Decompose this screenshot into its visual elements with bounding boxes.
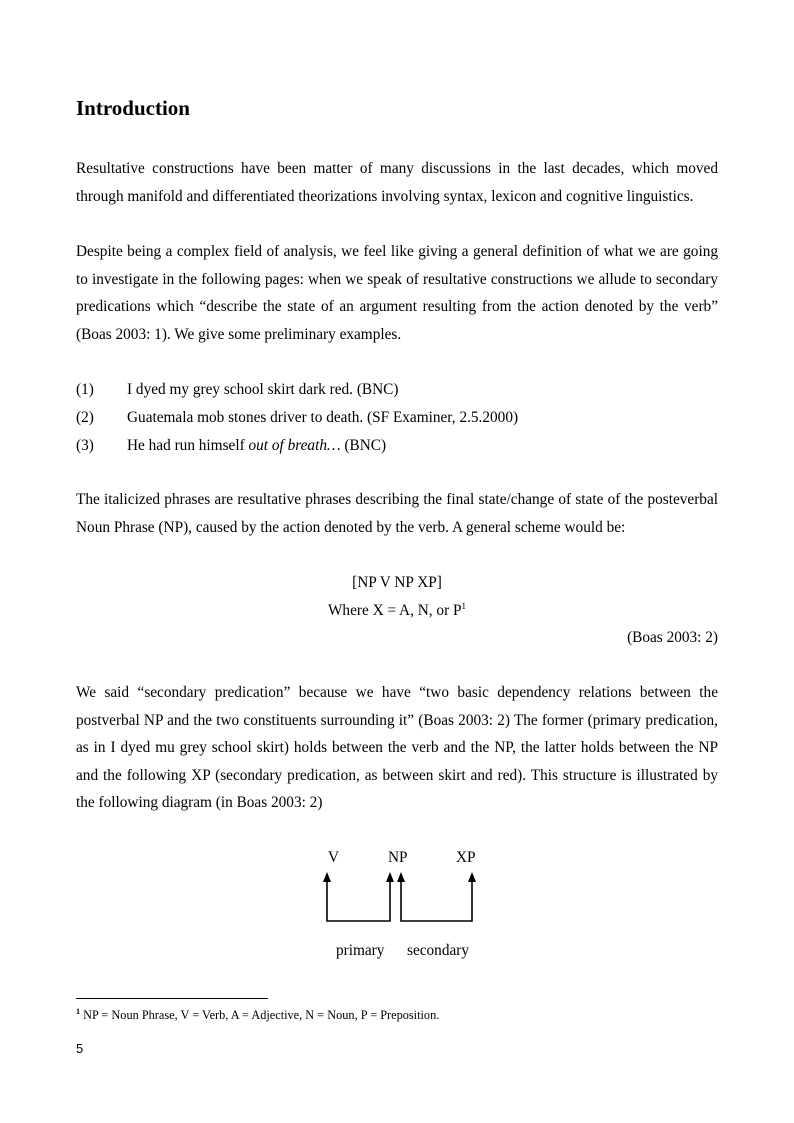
arrowhead-xp (468, 872, 476, 882)
page-number: 5 (76, 1041, 84, 1056)
example-number: (3) (76, 437, 94, 454)
footnote-reference: 1 (461, 600, 467, 611)
footnote-divider (76, 998, 268, 999)
example-text-italic: out of breath… (248, 437, 341, 454)
dependency-arrows (300, 840, 500, 940)
example-text: I dyed my grey school skirt dark red. (BNC) (127, 381, 399, 398)
intro-paragraph-2: Despite being a complex field of analysis, we feel like giving a general definition of what we are going to investigate in the following pages: when we speak of resultative constructions we allude to secondary predications which “describe the state of an argument resulting from the action denoted by the verb” (Boas 2003: 1). We give some preliminary examples. (76, 243, 718, 343)
example-1 (76, 376, 398, 404)
scheme-where-text: Where X = A, N, or P (327, 602, 462, 619)
scheme-where (76, 597, 718, 625)
scheme-formula: [NP V NP XP] (352, 574, 442, 591)
diagram-relation-secondary: secondary (407, 942, 470, 959)
intro-paragraph-1: Resultative constructions have been matter of many discussions in the last decades, which moved through manifold and differentiated theorizations involving syntax, lexicon and cognitive linguistics. (76, 160, 718, 205)
example-text-pre: He had run himself (127, 437, 249, 454)
diagram-label-np: NP (388, 849, 408, 866)
footnote (76, 1007, 439, 1023)
arrowhead-v (323, 872, 331, 882)
footnote-text: NP = Noun Phrase, V = Verb, A = Adjective, N = Noun, P = Preposition. (80, 1008, 440, 1022)
example-2 (76, 404, 518, 432)
example-number: (2) (76, 409, 94, 426)
section-heading: Introduction (76, 96, 190, 120)
predication-paragraph: We said “secondary predication” because we have “two basic dependency relations between the postverbal NP and the two constituents surrounding it” (Boas 2003: 2) The former (primary predication, as in I dyed mu grey school skirt) holds between the verb and the NP, the latter holds between the NP and the following XP (secondary predication, as between skirt and red). This structure is illustrated by the following diagram (in Boas 2003: 2) (76, 684, 718, 812)
diagram-label-v: V (328, 849, 340, 866)
secondary-bracket (401, 882, 472, 921)
arrowhead-np-right (397, 872, 405, 882)
example-text-post: (BNC) (340, 437, 387, 454)
primary-bracket (327, 882, 390, 921)
example-3 (76, 432, 386, 460)
diagram-label-xp: XP (456, 849, 476, 866)
arrowhead-np-left (386, 872, 394, 882)
scheme-paragraph: The italicized phrases are resultative phrases describing the final state/change of state of the posteverbal Noun Phrase (NP), caused by the action denoted by the verb. A general scheme would be: (76, 491, 718, 536)
example-number: (1) (76, 381, 94, 398)
footnote-mark: 1 (76, 1006, 80, 1016)
scheme-citation: (Boas 2003: 2) (627, 629, 718, 646)
example-text: Guatemala mob stones driver to death. (SF Examiner, 2.5.2000) (127, 409, 519, 426)
diagram-relation-primary: primary (336, 942, 385, 959)
dependency-diagram (300, 840, 500, 970)
